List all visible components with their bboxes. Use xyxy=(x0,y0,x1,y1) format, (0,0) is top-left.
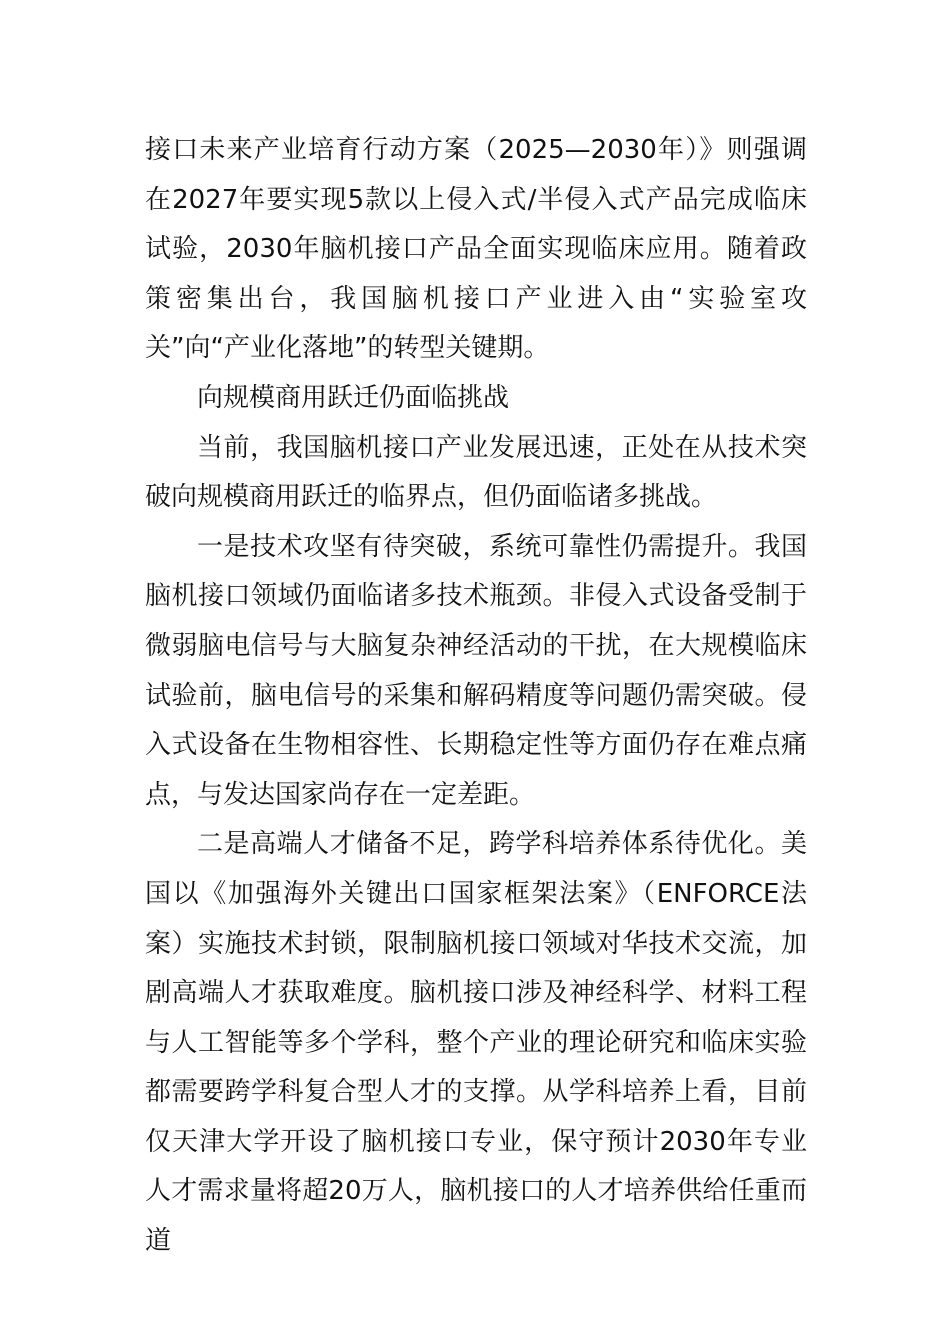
paragraph-policy-goals: 接口未来产业培育行动方案（2025—2030年）》则强调在2027年要实现5款以上侵入式/半侵入式产品完成临床试验，2030年脑机接口产品全面实现临床应用。随着政策密集出台，我国脑机接口产业进入由“实验室攻关”向“产业化落地”的转型关键期。 xyxy=(145,135,807,364)
paragraph-technical-challenges: 一是技术攻坚有待突破，系统可靠性仍需提升。我国脑机接口领域仍面临诸多技术瓶颈。非侵入式设备受制于微弱脑电信号与大脑复杂神经活动的干扰，在大规模临床试验前，脑电信号的采集和解码精度等问题仍需突破。侵入式设备在生物相容性、长期稳定性等方面仍存在难点痛点，与发达国家尚存在一定差距。 xyxy=(145,531,807,810)
paragraph-current-status: 当前，我国脑机接口产业发展迅速，正处在从技术突破向规模商用跃迁的临界点，但仍面临诸多挑战。 xyxy=(145,432,807,513)
document-body xyxy=(145,126,807,1267)
paragraph-talent-challenges: 二是高端人才储备不足，跨学科培养体系待优化。美国以《加强海外关键出口国家框架法案》（ENFORCE法案）实施技术封锁，限制脑机接口领域对华技术交流，加剧高端人才获取难度。脑机接口涉及神经科学、材料工程与人工智能等多个学科，整个产业的理论研究和临床实验都需要跨学科复合型人才的支撑。从学科培养上看，目前仅天津大学开设了脑机接口专业，保守预计2030年专业人才需求量将超20万人，脑机接口的人才培养供给任重而道 xyxy=(145,829,807,1257)
section-heading: 向规模商用跃迁仍面临挑战 xyxy=(197,382,510,413)
